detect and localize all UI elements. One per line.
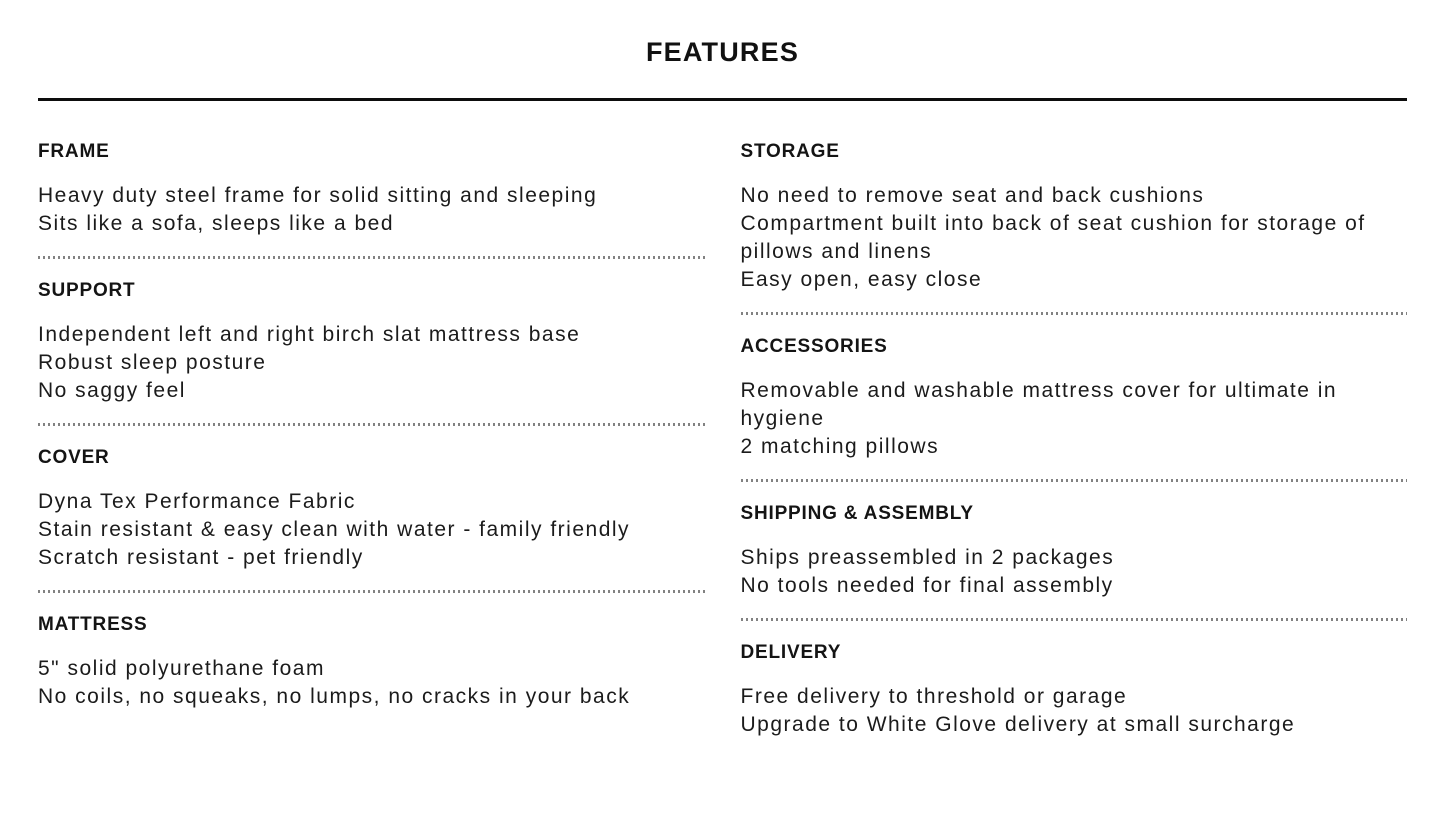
feature-line: No need to remove seat and back cushions bbox=[740, 184, 1205, 207]
feature-section-accessories bbox=[741, 335, 1408, 482]
feature-line: No saggy feel bbox=[38, 379, 186, 402]
feature-line: Upgrade to White Glove delivery at small surcharge bbox=[740, 713, 1296, 736]
section-body bbox=[38, 182, 705, 238]
feature-line: Compartment built into back of seat cushion for storage of pillows and linens bbox=[740, 212, 1366, 263]
dotted-separator bbox=[38, 256, 705, 259]
section-heading: COVER bbox=[38, 447, 110, 468]
title-rule bbox=[38, 98, 1407, 101]
feature-line: Dyna Tex Performance Fabric bbox=[38, 490, 356, 513]
feature-section-storage bbox=[741, 140, 1408, 315]
dotted-separator bbox=[38, 423, 705, 426]
feature-section-support bbox=[38, 279, 705, 426]
section-heading: MATTRESS bbox=[38, 614, 148, 635]
section-body bbox=[741, 683, 1408, 739]
feature-section-mattress bbox=[38, 613, 705, 711]
feature-line: Heavy duty steel frame for solid sitting and sleeping bbox=[38, 184, 598, 207]
feature-section-frame bbox=[38, 140, 705, 259]
right-column bbox=[741, 140, 1408, 739]
section-body bbox=[741, 182, 1408, 294]
section-body bbox=[38, 488, 705, 572]
feature-line: Sits like a sofa, sleeps like a bed bbox=[38, 212, 394, 235]
left-column bbox=[38, 140, 705, 739]
feature-line: Ships preassembled in 2 packages bbox=[740, 546, 1115, 569]
section-body bbox=[741, 544, 1408, 600]
feature-line: Scratch resistant - pet friendly bbox=[38, 546, 364, 569]
feature-columns bbox=[38, 140, 1407, 739]
dotted-separator bbox=[741, 479, 1408, 482]
section-body bbox=[38, 321, 705, 405]
page-title: FEATURES bbox=[645, 37, 800, 67]
feature-section-delivery bbox=[741, 641, 1408, 739]
feature-line: No coils, no squeaks, no lumps, no cracks in your back bbox=[38, 685, 631, 708]
dotted-separator bbox=[38, 590, 705, 593]
feature-line: 5" solid polyurethane foam bbox=[38, 657, 325, 680]
section-heading: STORAGE bbox=[740, 141, 840, 162]
section-body bbox=[741, 377, 1408, 461]
dotted-separator bbox=[741, 312, 1408, 315]
feature-section-shipping-assembly bbox=[741, 502, 1408, 621]
section-heading: SHIPPING & ASSEMBLY bbox=[740, 503, 974, 524]
feature-line: Free delivery to threshold or garage bbox=[740, 685, 1128, 708]
feature-line: Independent left and right birch slat mattress base bbox=[38, 323, 581, 346]
feature-line: Robust sleep posture bbox=[38, 351, 267, 374]
section-heading: DELIVERY bbox=[740, 642, 842, 663]
feature-section-cover bbox=[38, 446, 705, 593]
feature-line: Stain resistant & easy clean with water - family friendly bbox=[38, 518, 631, 541]
feature-line: Removable and washable mattress cover for ultimate in hygiene bbox=[740, 379, 1338, 430]
section-heading: ACCESSORIES bbox=[740, 336, 888, 357]
section-heading: SUPPORT bbox=[38, 280, 136, 301]
feature-line: Easy open, easy close bbox=[740, 268, 983, 291]
feature-line: No tools needed for final assembly bbox=[740, 574, 1114, 597]
section-heading: FRAME bbox=[38, 141, 110, 162]
section-body bbox=[38, 655, 705, 711]
dotted-separator bbox=[741, 618, 1408, 621]
feature-line: 2 matching pillows bbox=[740, 435, 940, 458]
